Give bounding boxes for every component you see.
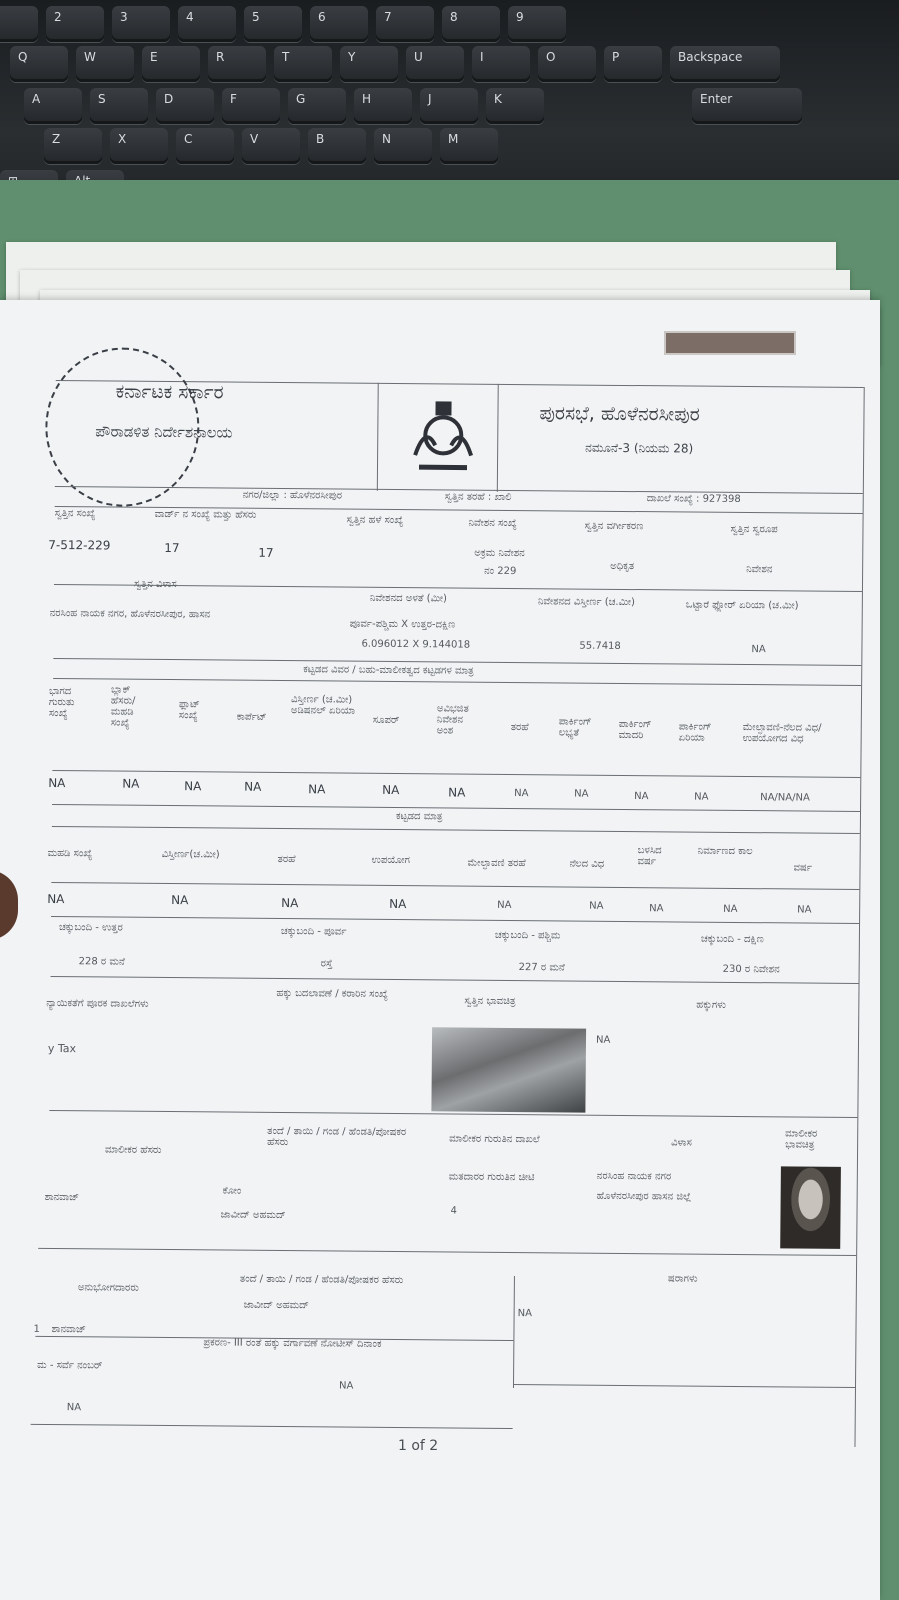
- key-b: B: [308, 128, 366, 164]
- occupant-father-label: ತಂದೆ / ತಾಯಿ / ಗಂಡ / ಹೆಂಡತಿ/ಪೋಷಕರ ಹೆಸರು: [239, 1273, 404, 1287]
- occupant-value: ಶಾನವಾಜ್: [51, 1323, 87, 1336]
- key-x: X: [110, 128, 168, 164]
- header-right-subtitle: ನಮೂನೆ-3 (ನಿಯಮ 28): [585, 440, 694, 456]
- property-photo-label: ಸ್ವತ್ತಿನ ಭಾವಚಿತ್ರ: [464, 995, 516, 1008]
- building-value: NA: [122, 776, 140, 791]
- floor-value: NA: [497, 899, 512, 911]
- header-left-subtitle: ಪೌರಾಡಳಿತ ನಿರ್ದೇಶನಾಲಯ: [95, 422, 233, 442]
- supporting-docs-value: y Tax: [47, 1041, 77, 1056]
- building-value: NA: [382, 782, 400, 798]
- usage-value: ನಿವೇಶನ: [746, 564, 773, 576]
- boundary-west-label: ಚಕ್ಕುಬಂದಿ - ಪಶ್ಚಿಮ: [494, 929, 561, 942]
- occupant-father-value: ಜಾವೀದ್ ಅಹಮದ್: [243, 1299, 309, 1312]
- boundary-east-label: ಚಕ್ಕುಬಂದಿ - ಪೂರ್ವ: [280, 925, 347, 938]
- key-k: K: [486, 88, 544, 124]
- record-number-label: ದಾಖಲೆ ಸಂಖ್ಯೆ : 927398: [646, 493, 741, 505]
- building-header: ಪಾರ್ಕಿಂಗ್ ಏರಿಯಾ: [678, 721, 712, 744]
- key-h: H: [354, 88, 412, 124]
- voter-id-label: ಮತದಾರರ ಗುರುತಿನ ಚೀಟಿ: [448, 1171, 535, 1184]
- dimensions-value-line2: 6.096012 X 9.144018: [361, 638, 471, 651]
- page-number: 1 of 2: [398, 1438, 439, 1454]
- key: 3: [112, 6, 170, 42]
- rights-value: NA: [595, 1034, 611, 1046]
- photo-edge: [664, 331, 796, 355]
- row-separator: [52, 826, 860, 834]
- ward-label: ವಾರ್ಡ್ ನ ಸಂಖ್ಯೆ ಮತ್ತು ಹೆಸರು: [154, 508, 257, 521]
- key-j: J: [420, 88, 478, 124]
- boundary-north-value: 228 ರ ಮನೆ: [78, 956, 125, 968]
- floor-header: ನೆಲದ ವಿಧ: [569, 858, 605, 870]
- key-g: G: [288, 88, 346, 124]
- usage-label: ಸ್ವತ್ತಿನ ಸ್ವರೂಪ: [730, 523, 778, 536]
- row-separator: [51, 882, 859, 890]
- supporting-docs-label: ನ್ಯಾಯಿಕತೆಗೆ ಪೂರಕ ದಾಖಲೆಗಳು: [46, 997, 149, 1010]
- floor-header: ನಿರ್ಮಾಣದ ಕಾಲ: [697, 845, 753, 858]
- floor-value: NA: [281, 895, 299, 911]
- karnataka-emblem-icon: [405, 395, 482, 476]
- building-value: NA: [694, 791, 709, 803]
- key: [0, 6, 38, 42]
- row-separator: [51, 916, 859, 924]
- boundary-south-value: 230 ರ ನಿವೇಶನ: [722, 963, 780, 976]
- building-header: ತರಹೆ: [510, 721, 529, 734]
- boundary-east-value: ರಸ್ತೆ: [320, 958, 333, 970]
- building-value: NA: [184, 779, 202, 794]
- dimensions-value: ಪೂರ್ವ-ಪಶ್ಚಿಮ X ಉತ್ತರ-ದಕ್ಷಿಣ: [349, 618, 456, 631]
- built-area-label: ಒಟ್ಟಾರೆ ಫ್ಲೋರ್ ಏರಿಯಾ (ಚ.ಮೀ): [685, 599, 799, 612]
- floor-value: NA: [723, 903, 738, 915]
- header-left-title: ಕರ್ನಾಟಕ ಸರ್ಕಾರ: [115, 380, 224, 404]
- built-area-value: NA: [751, 644, 766, 656]
- floor-header: ಮಹಡಿ ಸಂಖ್ಯೆ: [47, 847, 93, 860]
- keyboard-number-row: [0, 6, 566, 42]
- keyboard-home-row: [24, 88, 802, 124]
- survey-value: NA: [66, 1402, 82, 1414]
- building-header: ಭಾಗದ ಗುರುತು ಸಂಖ್ಯೆ: [48, 685, 75, 720]
- address-value: ನರಸಿಂಹ ನಾಯಕ ನಗರ, ಹೊಳೆನರಸೀಪುರ, ಹಾಸನ: [49, 607, 211, 621]
- property-form: [33, 352, 880, 1459]
- building-value: NA: [634, 791, 649, 803]
- building-header: ವಿಸ್ತೀರ್ಣ (ಚ.ಮೀ) ಅಡಿಷನಲ್ ಏರಿಯಾ: [290, 694, 356, 717]
- key: 2: [46, 6, 104, 42]
- building-section-title: ಕಟ್ಟಡದ ವಿವರ / ಬಹು-ಮಾಲೀಕತ್ವದ ಕಟ್ಟಡಗಳ ಮಾತ್ರ: [303, 664, 474, 677]
- owner-address-value-line2: ಹೊಳೆನರಸೀಪುರ ಹಾಸನ ಜಿಲ್ಲೆ: [596, 1190, 692, 1203]
- key-u: U: [406, 46, 464, 82]
- floor-value: NA: [47, 891, 65, 907]
- building-header: ಪಾರ್ಕಿಂಗ್ ಮಾದರಿ: [618, 718, 652, 742]
- key-t: T: [274, 46, 332, 82]
- key-backspace: Backspace: [670, 46, 780, 82]
- owner-photo-image: [780, 1166, 841, 1249]
- keyboard-qwerty-row: [10, 46, 780, 82]
- building-value: NA: [308, 782, 326, 797]
- case-value: NA: [338, 1380, 354, 1392]
- key-v: V: [242, 128, 300, 164]
- occupant-index: 1: [33, 1323, 40, 1335]
- floor-header: ಉಪಯೋಗ: [371, 854, 410, 867]
- category-label: ಸ್ವತ್ತಿನ ವರ್ಗೀಕರಣ: [584, 520, 644, 533]
- old-no-value: 17: [258, 545, 274, 560]
- floor-value: NA: [171, 893, 189, 908]
- floor-value: NA: [389, 896, 407, 912]
- owner-father-value: ಜಾವೀದ್ ಅಹಮದ್: [220, 1209, 286, 1222]
- site-area-value: 55.7418: [579, 640, 621, 652]
- key: 9: [508, 6, 566, 42]
- survey-label: ಮ - ಸರ್ವೆ ನಂಬರ್: [37, 1359, 103, 1372]
- key-r: R: [208, 46, 266, 82]
- floor-value: NA: [797, 904, 812, 916]
- property-no-label: ಸ್ವತ್ತಿನ ಸಂಖ್ಯೆ: [54, 507, 96, 520]
- owner-address-value: ನರಸಿಂಹ ನಾಯಕ ನಗರ: [596, 1170, 672, 1183]
- row-separator: [38, 1248, 856, 1256]
- building-header: ಪಾರ್ಕಿಂಗ್ ಲಭ್ಯತೆ: [558, 716, 592, 739]
- floor-value: NA: [589, 900, 604, 912]
- building-header: ಸೂಪರ್: [372, 714, 400, 727]
- building-value: NA: [48, 775, 66, 791]
- header-right-title: ಪುರಸಭೆ, ಹೊಳೆನರಸೀಪುರ: [539, 402, 700, 426]
- owner-name-value: ಶಾನವಾಜ್: [44, 1191, 80, 1204]
- divider: [377, 383, 379, 491]
- key: 8: [442, 6, 500, 42]
- row-separator: [513, 1384, 855, 1388]
- floor-section-title: ಕಟ್ಟಡದ ಮಾತ್ರ: [395, 810, 443, 823]
- key-e: E: [142, 46, 200, 82]
- key-w: W: [76, 46, 134, 82]
- site-area-label: ನಿವೇಶನದ ವಿಸ್ತೀರ್ಣ (ಚ.ಮೀ): [537, 596, 636, 609]
- key-s: S: [90, 88, 148, 124]
- row-separator: [52, 804, 860, 812]
- row-separator: [31, 1424, 513, 1429]
- key-n: N: [374, 128, 432, 164]
- key-i: I: [472, 46, 530, 82]
- form-right-border: [854, 387, 864, 1447]
- khata-no-label: ಹಕ್ಕು ಬದಲಾವಣೆ / ಕರಾರಿನ ಸಂಖ್ಯೆ: [276, 987, 389, 1000]
- building-value: NA/NA/NA: [760, 792, 810, 804]
- site-no-value-line2: ನಂ 229: [484, 565, 517, 578]
- key: 4: [178, 6, 236, 42]
- father-name-label: ತಂದೆ / ತಾಯಿ / ಗಂಡ / ಹೆಂಡತಿ/ಪೋಷಕರ ಹೆಸರು: [267, 1125, 407, 1149]
- building-header: ಕಾರ್ಪೆಟ್: [236, 711, 267, 723]
- key-o: O: [538, 46, 596, 82]
- case-label: ಪ್ರಕರಣ- III ರಂತೆ ಹಕ್ಕು ವರ್ಗಾವಣೆ ನೋಟೀಸ್ ದಿನಾಂಕ: [203, 1337, 382, 1350]
- key-q: Q: [10, 46, 68, 82]
- floor-header: ಬಳಸಿದ ವರ್ಷ: [637, 845, 662, 868]
- row-separator: [52, 770, 860, 778]
- owner-photo-label: ಮಾಲೀಕರ ಭಾವಚಿತ್ರ: [785, 1128, 818, 1151]
- city-label: ನಗರ/ಜಿಲ್ಲಾ : ಹೊಳೆನರಸೀಪುರ: [242, 489, 343, 502]
- old-no-label: ಸ್ವತ್ತಿನ ಹಳೆ ಸಂಖ್ಯೆ: [346, 514, 404, 527]
- ward-value: 17: [164, 540, 180, 556]
- key: 5: [244, 6, 302, 42]
- owner-relation-value: ಕೋಂ: [222, 1185, 242, 1197]
- key-c: C: [176, 128, 234, 164]
- key-z: Z: [44, 128, 102, 164]
- building-header: ಅವಿಭಜಿತ ನಿವೇಶನ ಅಂಶ: [436, 703, 469, 737]
- key-m: M: [440, 128, 498, 164]
- property-type-label: ಸ್ವತ್ತಿನ ತರಹೆ : ಖಾಲಿ: [444, 491, 512, 503]
- building-header: ಮೇಲ್ಛಾವಣಿ-ನೆಲದ ವಿಧ/ಉಪಯೋಗದ ವಿಧ: [742, 722, 822, 745]
- floor-header: ತರಹೆ: [277, 853, 296, 866]
- building-header: ಫ್ಲಾಟ್ ಸಂಖ್ಯೆ: [178, 699, 200, 722]
- row-separator: [51, 976, 859, 984]
- remarks-label: ಷರಾಗಳು: [667, 1273, 698, 1285]
- key-a: A: [24, 88, 82, 124]
- owner-address-label: ವಿಳಾಸ: [671, 1137, 692, 1149]
- property-no-value: 7-512-229: [48, 537, 111, 553]
- property-photo-image: [431, 1027, 586, 1112]
- category-value: ಅಧಿಕೃತ: [610, 560, 635, 573]
- boundary-north-label: ಚಕ್ಕುಬಂದಿ - ಉತ್ತರ: [58, 922, 123, 934]
- key: 7: [376, 6, 434, 42]
- building-value: NA: [514, 788, 529, 800]
- building-header: ಬ್ಲಾಕ್ ಹೆಸರು/ ಮಹಡಿ ಸಂಖ್ಯೆ: [110, 684, 136, 729]
- key-f: F: [222, 88, 280, 124]
- dimensions-label: ನಿವೇಶನದ ಅಳತೆ (ಮೀ): [369, 592, 448, 605]
- boundary-west-value: 227 ರ ಮನೆ: [518, 962, 565, 974]
- boundary-south-label: ಚಕ್ಕುಬಂದಿ - ದಕ್ಷಿಣ: [700, 933, 764, 946]
- key-d: D: [156, 88, 214, 124]
- divider: [513, 1276, 515, 1388]
- key: 6: [310, 6, 368, 42]
- floor-header: ವಿಸ್ತೀರ್ಣ(ಚ.ಮೀ): [161, 848, 220, 861]
- keyboard-bottom-row: [44, 128, 498, 164]
- key-enter: Enter: [692, 88, 802, 124]
- voter-id-value: 4: [450, 1205, 457, 1217]
- building-value: NA: [574, 788, 589, 800]
- site-no-label: ನಿವೇಶನ ಸಂಖ್ಯೆ: [468, 517, 517, 530]
- remarks-value: NA: [517, 1308, 533, 1320]
- row-separator: [53, 678, 861, 686]
- occupant-label: ಅನುಭೋಗದಾರರು: [77, 1282, 139, 1294]
- key-y: Y: [340, 46, 398, 82]
- rights-label: ಹಕ್ಕುಗಳು: [696, 999, 726, 1011]
- divider: [497, 384, 499, 492]
- owner-name-label: ಮಾಲೀಕರ ಹೆಸರು: [104, 1144, 162, 1156]
- building-value: NA: [244, 779, 262, 794]
- key-p: P: [604, 46, 662, 82]
- floor-value: NA: [649, 903, 664, 915]
- address-label: ಸ್ವತ್ತಿನ ವಿಳಾಸ: [133, 578, 177, 591]
- owner-id-label: ಮಾಲೀಕರ ಗುರುತಿನ ದಾಖಲೆ: [449, 1133, 540, 1146]
- building-value: NA: [448, 785, 466, 800]
- site-no-value: ಅಕ್ರಮ ನಿವೇಶನ: [474, 547, 525, 560]
- floor-header: ಮೇಲ್ಛಾವಣಿ ತರಹೆ: [467, 857, 526, 870]
- floor-header: ವರ್ಷ: [793, 862, 812, 874]
